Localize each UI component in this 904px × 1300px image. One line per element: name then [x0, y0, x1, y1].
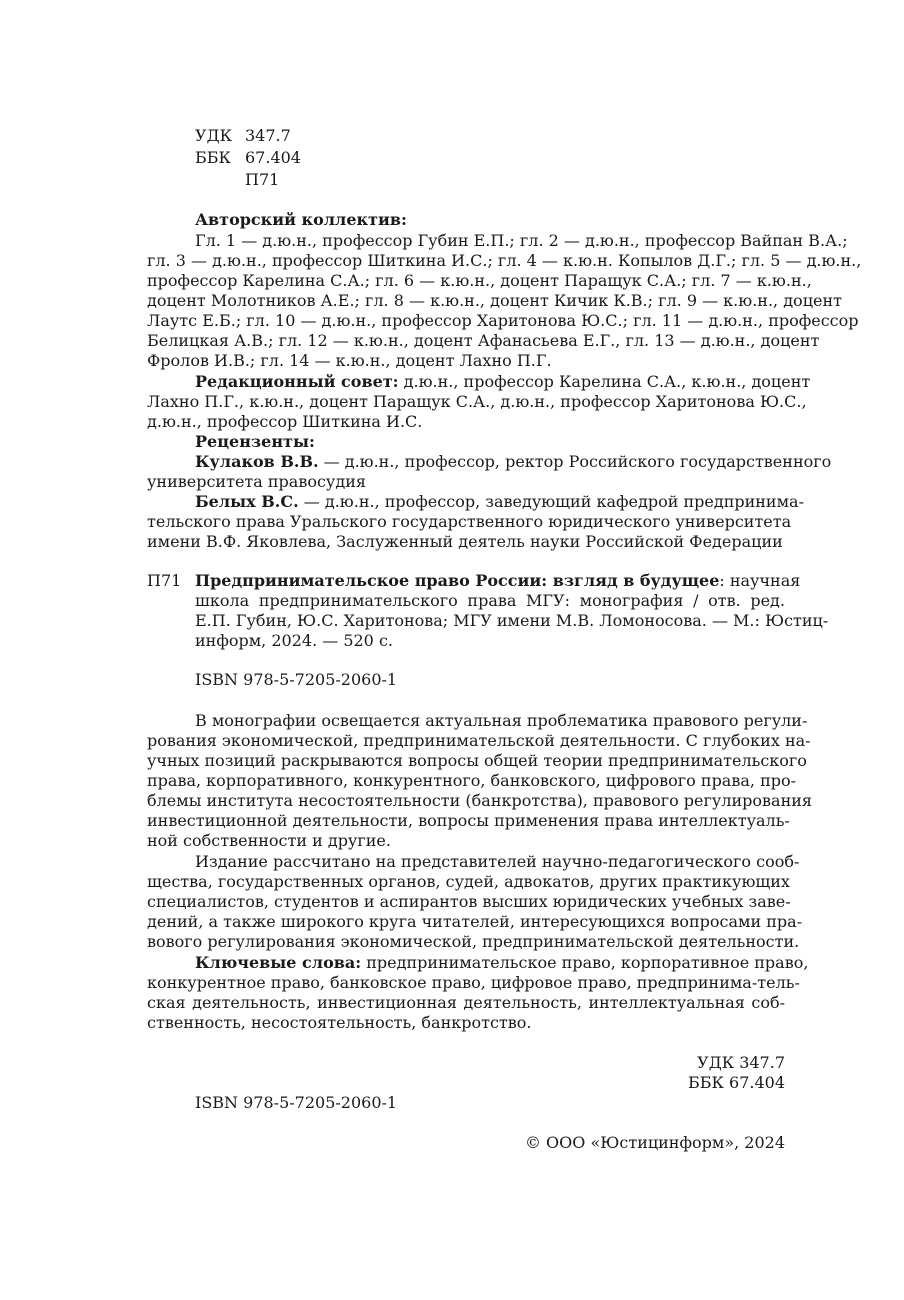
bbk-value: 67.404: [245, 148, 301, 167]
board-line: Лахно П.Г., к.ю.н., доцент Паращук С.А., д.ю.н., профессор Харитонова Ю.С.,: [147, 392, 807, 411]
abstract-line: В монографии освещается актуальная проблематика правового регули-: [195, 711, 808, 730]
reviewer-1-line2: университета правосудия: [147, 472, 366, 491]
keywords-first-rest: предпринимательское право, корпоративное право,: [361, 953, 809, 972]
reviewer-2-rest: — д.ю.н., профессор, заведующий кафедрой предпринима-: [298, 492, 804, 511]
authors-line: Фролов И.В.; гл. 14 — к.ю.н., доцент Лахно П.Г.: [147, 351, 552, 370]
board-first-line: [195, 372, 811, 392]
authors-line: доцент Молотников А.Е.; гл. 8 — к.ю.н., доцент Кичик К.В.; гл. 9 — к.ю.н., доцент: [147, 291, 842, 310]
abstract-line: блемы института несостоятельности (банкротства), правового регулирования: [147, 791, 812, 810]
reviewer-2-line: тельского права Уральского государственного юридического университета: [147, 512, 792, 531]
bib-first-rest: : научная: [719, 571, 801, 590]
keywords-first-line: [195, 953, 809, 973]
abstract-line: специалистов, студентов и аспирантов высших юридических учебных заве-: [147, 892, 791, 911]
abstract-line: учных позиций раскрываются вопросы общей теории предпринимательского: [147, 751, 807, 770]
footer-isbn: ISBN 978-5-7205-2060-1: [195, 1093, 398, 1112]
author-mark: П71: [245, 170, 280, 189]
bib-first-line: [195, 571, 801, 591]
board-first-rest: д.ю.н., профессор Карелина С.А., к.ю.н., доцент: [398, 372, 811, 391]
board-line: д.ю.н., профессор Шиткина И.С.: [147, 412, 423, 431]
abstract-line: ной собственности и другие.: [147, 831, 391, 850]
abstract-line: вового регулирования экономической, предпринимательской деятельности.: [147, 932, 800, 951]
footer-udk: УДК 347.7: [697, 1053, 785, 1072]
reviewers-heading: Рецензенты:: [195, 432, 315, 451]
reviewer-2-name: Белых В.С.: [195, 492, 299, 511]
bib-line: информ, 2024. — 520 с.: [195, 631, 393, 650]
authors-heading: Авторский коллектив:: [195, 210, 407, 229]
authors-line: Белицкая А.В.; гл. 12 — к.ю.н., доцент Афанасьева Е.Г., гл. 13 — д.ю.н., доцент: [147, 331, 820, 350]
abstract-line: Издание рассчитано на представителей научно-педагогического сооб-: [195, 852, 800, 871]
bib-line: Е.П. Губин, Ю.С. Харитонова; МГУ имени М.В. Ломоносова. — М.: Юстиц-: [195, 611, 829, 630]
authors-line: Лаутс Е.Б.; гл. 10 — д.ю.н., профессор Харитонова Ю.С.; гл. 11 — д.ю.н., профессор: [147, 311, 859, 330]
reviewer-2-line: имени В.Ф. Яковлева, Заслуженный деятель науки Российской Федерации: [147, 532, 783, 551]
bib-isbn: ISBN 978-5-7205-2060-1: [195, 670, 398, 689]
authors-line: Гл. 1 — д.ю.н., профессор Губин Е.П.; гл. 2 — д.ю.н., профессор Вайпан В.А.;: [195, 231, 848, 250]
abstract-line: щества, государственных органов, судей, адвокатов, других практикующих: [147, 872, 790, 891]
reviewer-1: [195, 452, 832, 472]
keywords-label: Ключевые слова:: [195, 953, 362, 972]
abstract-line: рования экономической, предпринимательской деятельности. С глубоких на-: [147, 731, 811, 750]
footer-bbk: ББК 67.404: [688, 1073, 785, 1092]
abstract-line: инвестиционной деятельности, вопросы применения права интеллектуаль-: [147, 811, 790, 830]
reviewer-1-rest: — д.ю.н., профессор, ректор Российского государственного: [318, 452, 832, 471]
abstract-line: права, корпоративного, конкурентного, банковского, цифрового права, про-: [147, 771, 797, 790]
board-heading: Редакционный совет:: [195, 372, 399, 391]
authors-line: профессор Карелина С.А.; гл. 6 — к.ю.н., доцент Паращук С.А.; гл. 7 — к.ю.н.,: [147, 271, 812, 290]
keywords-line: конкурентное право, банковское право, цифровое право, предпринима-тель-: [147, 973, 800, 992]
bbk-label: ББК: [195, 148, 231, 167]
authors-line: гл. 3 — д.ю.н., профессор Шиткина И.С.; гл. 4 — к.ю.н. Копылов Д.Г.; гл. 5 — д.ю.н.,: [147, 251, 862, 270]
keywords-line: ская деятельность, инвестиционная деятельность, интеллектуальная соб-: [147, 993, 785, 1012]
reviewer-2: [195, 492, 804, 512]
bib-title: Предпринимательское право России: взгляд в будущее: [195, 571, 720, 590]
bib-mark: П71: [147, 571, 182, 590]
bib-line: школа предпринимательского права МГУ: монография / отв. ред.: [195, 591, 785, 610]
reviewer-1-name: Кулаков В.В.: [195, 452, 319, 471]
udk-label: УДК: [195, 126, 232, 145]
footer-copyright: © ООО «Юстицинформ», 2024: [524, 1133, 785, 1152]
udk-value: 347.7: [245, 126, 291, 145]
keywords-line: ственность, несостоятельность, банкротство.: [147, 1013, 532, 1032]
abstract-line: дений, а также широкого круга читателей, интересующихся вопросами пра-: [147, 912, 803, 931]
